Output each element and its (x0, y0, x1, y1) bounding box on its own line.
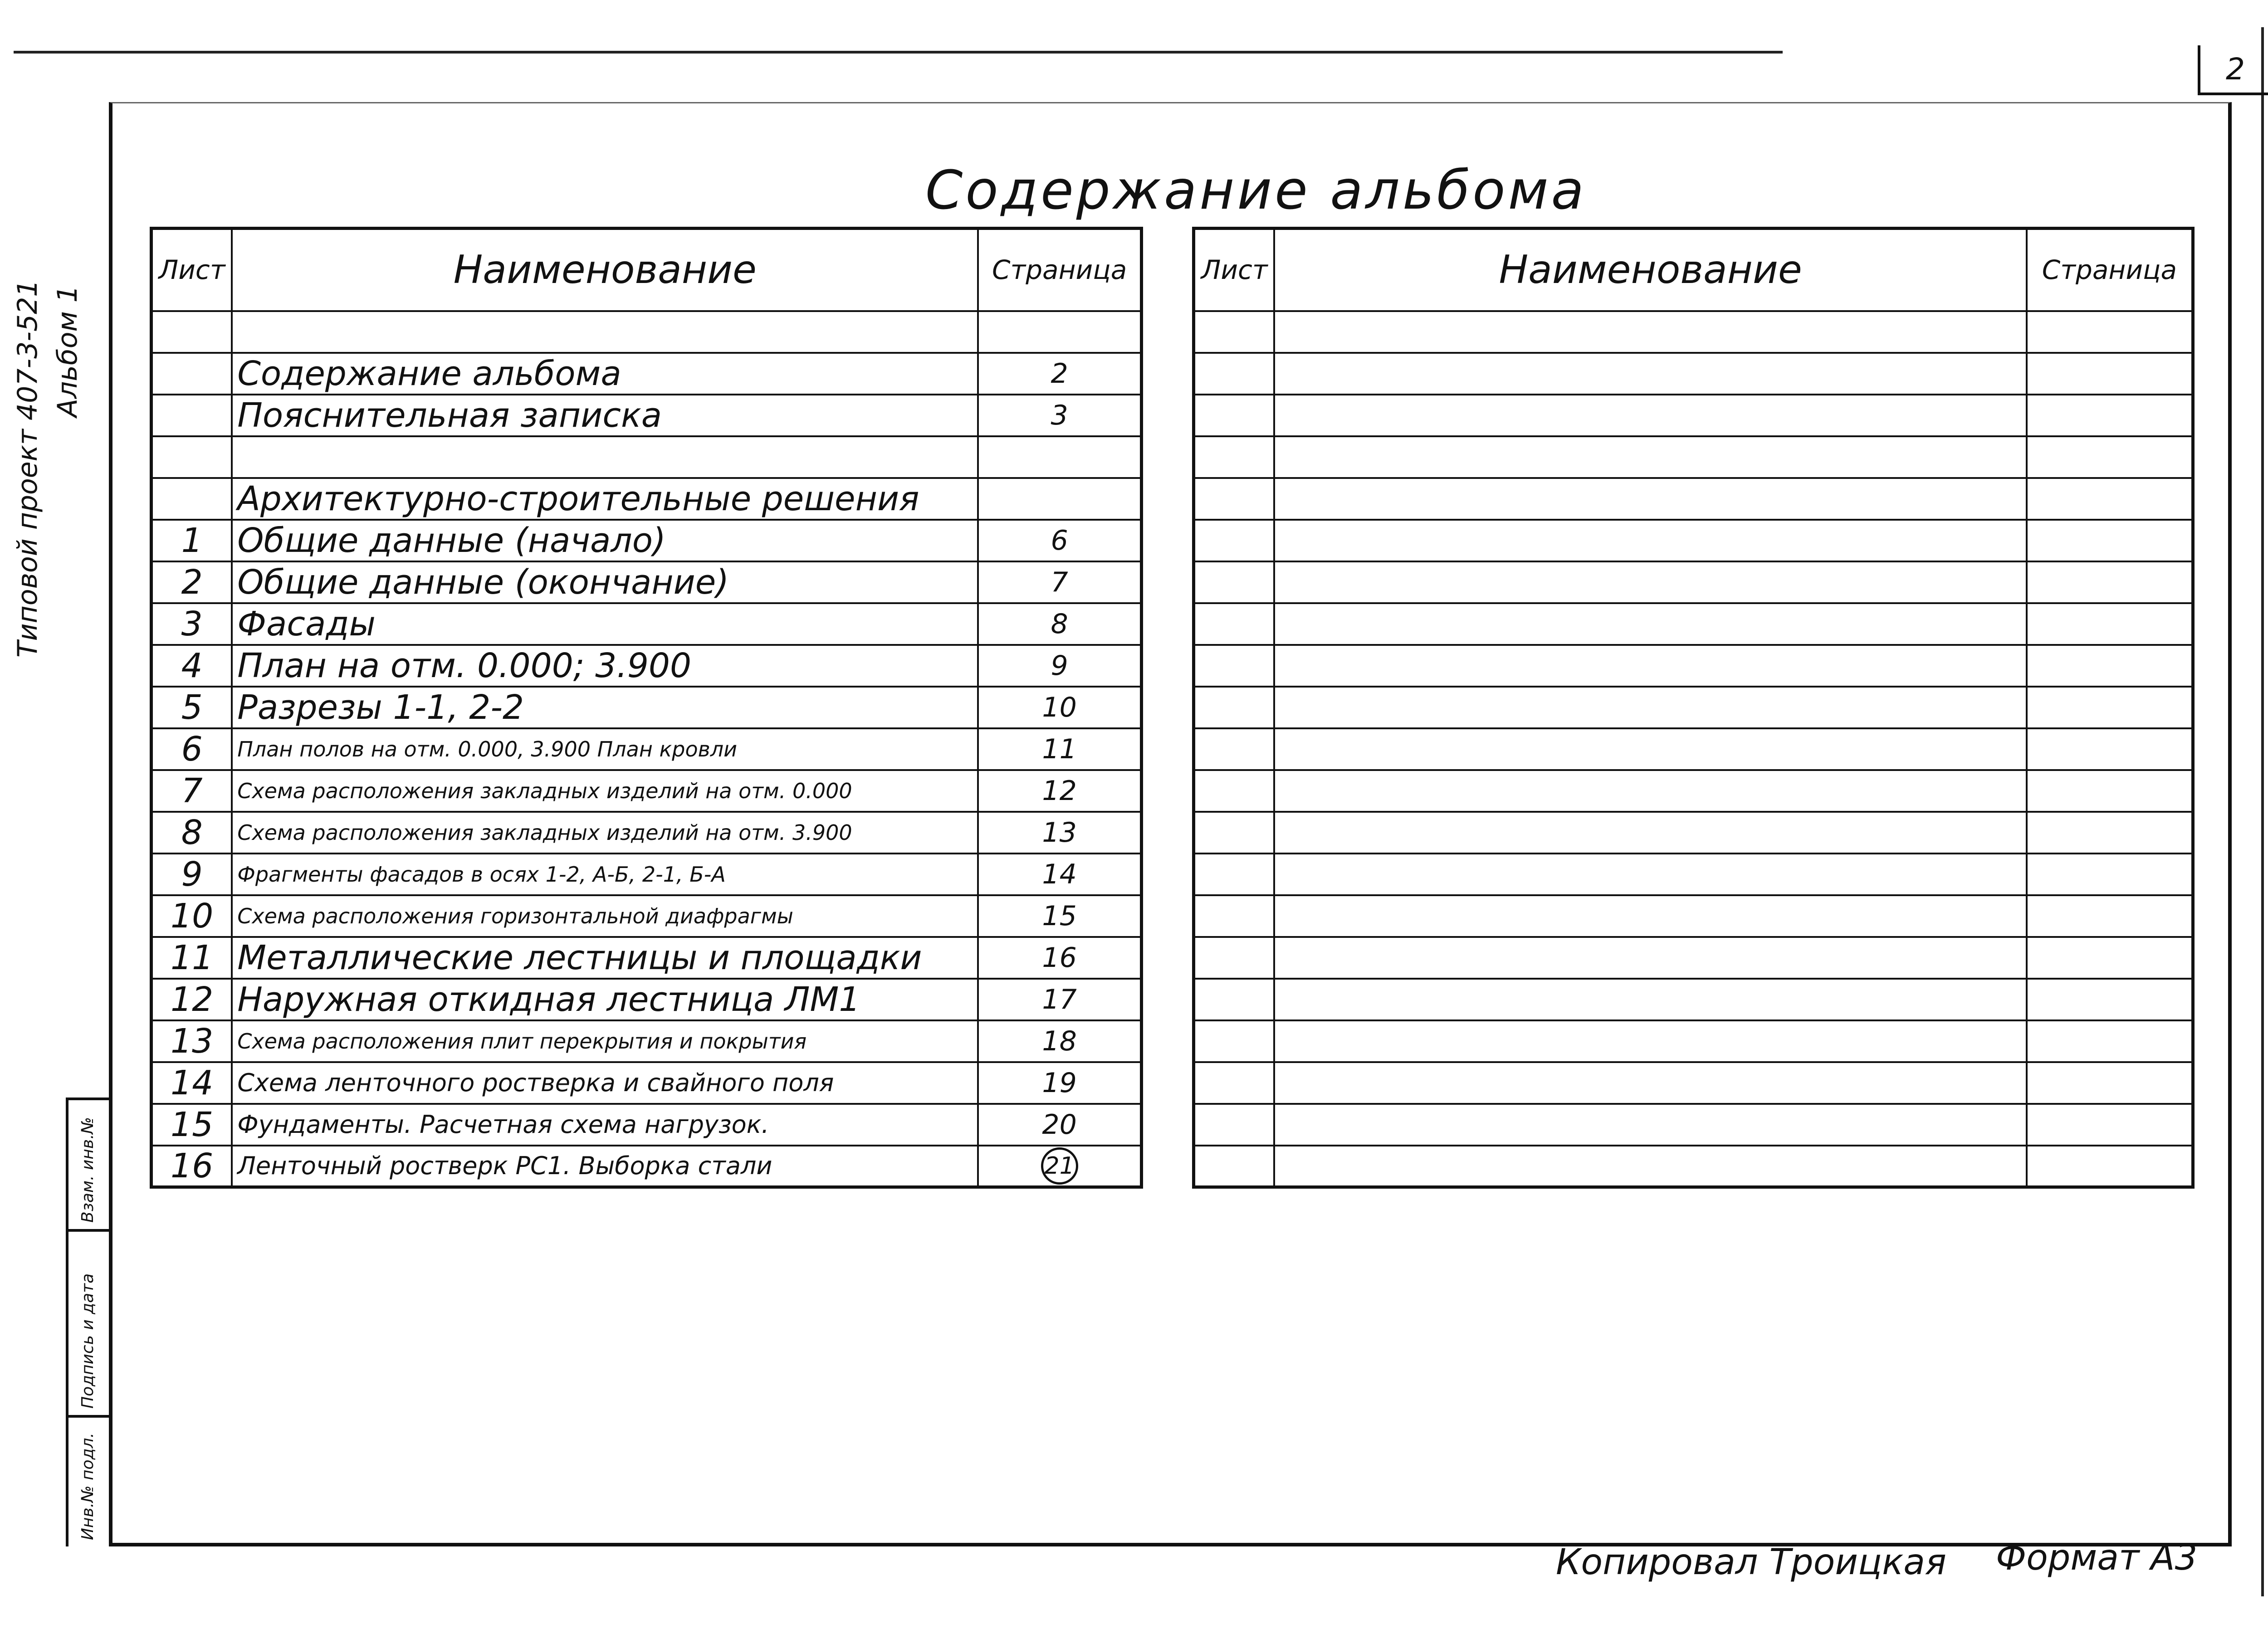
side-stamp-album: Альбом 1 (52, 285, 83, 417)
cell-page (2027, 1146, 2193, 1187)
cell-name: Схема расположения закладных изделий на отм. 0.000 (232, 770, 978, 812)
cell-page (2027, 854, 2193, 895)
cell-sheet (152, 478, 232, 520)
table-row (152, 561, 1142, 603)
cell-page: 19 (978, 1062, 1141, 1104)
table-row (1194, 895, 2193, 937)
approval-strip (66, 1097, 109, 1546)
table-row (152, 353, 1142, 395)
contents-table-left-body (152, 311, 1142, 1187)
table-row (152, 812, 1142, 854)
cell-page (2027, 520, 2193, 561)
cell-page (2027, 687, 2193, 728)
cell-sheet (1194, 728, 1275, 770)
cell-page: 15 (978, 895, 1141, 937)
cell-page: 7 (978, 561, 1141, 603)
table-row (1194, 561, 2193, 603)
contents-table-right-body (1194, 311, 2193, 1187)
table-row (152, 1062, 1142, 1104)
table-row (152, 979, 1142, 1020)
cell-name: Фрагменты фасадов в осях 1-2, А-Б, 2-1, Б-А (232, 854, 978, 895)
cell-sheet (1194, 1020, 1275, 1062)
cell-name: Схема ленточного ростверка и свайного поля (232, 1062, 978, 1104)
cell-sheet (152, 436, 232, 478)
format-label: Формат А3 (1996, 1537, 2198, 1578)
table-row (1194, 520, 2193, 561)
approval-cell-signature (68, 1232, 109, 1418)
cell-sheet (1194, 812, 1275, 854)
cell-name: План полов на отм. 0.000, 3.900 План кровли (232, 728, 978, 770)
table-row (1194, 436, 2193, 478)
cell-name: Фасады (232, 603, 978, 645)
cell-name (1274, 561, 2026, 603)
cell-name: Пояснительная записка (232, 395, 978, 436)
cell-name: Наружная откидная лестница ЛМ1 (232, 979, 978, 1020)
table-row (152, 645, 1142, 687)
table-row (1194, 770, 2193, 812)
cell-page: 9 (978, 645, 1141, 687)
table-row (152, 520, 1142, 561)
cell-page (2027, 478, 2193, 520)
cell-page (978, 311, 1141, 353)
table-row (152, 436, 1142, 478)
cell-name (232, 436, 978, 478)
header-page: Страница (2027, 229, 2193, 311)
cell-sheet (1194, 311, 1275, 353)
cell-name: Разрезы 1-1, 2-2 (232, 687, 978, 728)
cell-sheet: 2 (152, 561, 232, 603)
header-name: Наименование (1274, 229, 2026, 311)
table-row (1194, 645, 2193, 687)
table-row (152, 728, 1142, 770)
cell-name (1274, 353, 2026, 395)
cell-name (1274, 812, 2026, 854)
cell-name: Схема расположения плит перекрытия и покрытия (232, 1020, 978, 1062)
cell-page (2027, 1104, 2193, 1146)
table-row (152, 603, 1142, 645)
cell-page (2027, 812, 2193, 854)
cell-name (1274, 770, 2026, 812)
cell-page: 3 (978, 395, 1141, 436)
cell-name: Фундаменты. Расчетная схема нагрузок. (232, 1104, 978, 1146)
cell-name (1274, 645, 2026, 687)
cell-page (2027, 937, 2193, 979)
cell-sheet (152, 395, 232, 436)
cell-sheet (1194, 645, 1275, 687)
cell-page (978, 436, 1141, 478)
table-row (1194, 353, 2193, 395)
cell-page (2027, 979, 2193, 1020)
cell-page (2027, 311, 2193, 353)
cell-sheet: 10 (152, 895, 232, 937)
cell-name: Схема расположения горизонтальной диафрагмы (232, 895, 978, 937)
cell-page (2027, 728, 2193, 770)
table-row (1194, 854, 2193, 895)
cell-sheet: 12 (152, 979, 232, 1020)
cell-name (1274, 395, 2026, 436)
top-rule (14, 51, 1783, 54)
table-row (152, 937, 1142, 979)
cell-sheet: 8 (152, 812, 232, 854)
cell-name (1274, 1146, 2026, 1187)
cell-sheet (1194, 937, 1275, 979)
cell-sheet: 6 (152, 728, 232, 770)
header-sheet: Лист (1194, 229, 1275, 311)
cell-sheet: 9 (152, 854, 232, 895)
cell-name (1274, 895, 2026, 937)
cell-page: 10 (978, 687, 1141, 728)
approval-label-signature: Подпись и дата (78, 1273, 97, 1409)
cell-name (1274, 937, 2026, 979)
contents-table-right (1192, 227, 2195, 1189)
cell-name: Общие данные (окончание) (232, 561, 978, 603)
cell-page (2027, 436, 2193, 478)
document-title: Содержание альбома (925, 159, 1587, 221)
cell-name (1274, 478, 2026, 520)
cell-sheet (1194, 687, 1275, 728)
table-row (1194, 728, 2193, 770)
side-stamp (3, 254, 84, 658)
table-row (1194, 812, 2193, 854)
cell-page: 11 (978, 728, 1141, 770)
header-page: Страница (978, 229, 1141, 311)
cell-page: 18 (978, 1020, 1141, 1062)
cell-sheet (1194, 436, 1275, 478)
table-header-row (152, 229, 1142, 311)
table-row (152, 1020, 1142, 1062)
cell-page: 14 (978, 854, 1141, 895)
table-row (152, 854, 1142, 895)
cell-page (2027, 395, 2193, 436)
table-row (152, 311, 1142, 353)
cell-page (2027, 770, 2193, 812)
table-row (1194, 395, 2193, 436)
cell-sheet (1194, 854, 1275, 895)
cell-sheet (1194, 353, 1275, 395)
cell-sheet (152, 311, 232, 353)
cell-name: Металлические лестницы и площадки (232, 937, 978, 979)
cell-sheet (1194, 395, 1275, 436)
right-border (2261, 27, 2264, 1596)
cell-sheet (1194, 478, 1275, 520)
cell-name (1274, 854, 2026, 895)
cell-sheet (1194, 561, 1275, 603)
cell-sheet (1194, 895, 1275, 937)
cell-page: 6 (978, 520, 1141, 561)
approval-cell-inventory (68, 1418, 109, 1546)
cell-page (2027, 561, 2193, 603)
cell-page: 17 (978, 979, 1141, 1020)
cell-page (978, 1146, 1141, 1187)
table-row (1194, 937, 2193, 979)
cell-name (1274, 520, 2026, 561)
cell-name: План на отм. 0.000; 3.900 (232, 645, 978, 687)
cell-page: 13 (978, 812, 1141, 854)
cell-name (1274, 603, 2026, 645)
table-row (1194, 311, 2193, 353)
cell-sheet: 4 (152, 645, 232, 687)
table-row (1194, 1020, 2193, 1062)
cell-sheet (1194, 1146, 1275, 1187)
cell-name: Архитектурно-строительные решения (232, 478, 978, 520)
table-row (1194, 979, 2193, 1020)
cell-sheet (1194, 1062, 1275, 1104)
table-row (1194, 1062, 2193, 1104)
cell-page: 20 (978, 1104, 1141, 1146)
cell-name: Ленточный ростверк РС1. Выборка стали (232, 1146, 978, 1187)
cell-sheet: 15 (152, 1104, 232, 1146)
cell-name (1274, 979, 2026, 1020)
cell-sheet: 7 (152, 770, 232, 812)
cell-sheet: 3 (152, 603, 232, 645)
table-row (152, 395, 1142, 436)
circled-page-number: 21 (1041, 1147, 1078, 1185)
cell-page (2027, 603, 2193, 645)
cell-sheet: 13 (152, 1020, 232, 1062)
page-number: 2 (2198, 45, 2268, 95)
cell-sheet: 5 (152, 687, 232, 728)
cell-name (1274, 1062, 2026, 1104)
cell-name (1274, 728, 2026, 770)
cell-name (1274, 436, 2026, 478)
cell-page (2027, 645, 2193, 687)
cell-page: 8 (978, 603, 1141, 645)
cell-sheet (1194, 520, 1275, 561)
cell-page (2027, 1062, 2193, 1104)
header-sheet: Лист (152, 229, 232, 311)
table-row (1194, 687, 2193, 728)
cell-page (2027, 1020, 2193, 1062)
table-header-row (1194, 229, 2193, 311)
table-row (1194, 1146, 2193, 1187)
cell-sheet: 16 (152, 1146, 232, 1187)
approval-label-replace: Взам. инв.№ (78, 1117, 97, 1223)
cell-name (1274, 1020, 2026, 1062)
cell-page (2027, 353, 2193, 395)
cell-sheet (1194, 979, 1275, 1020)
cell-name: Схема расположения закладных изделий на отм. 3.900 (232, 812, 978, 854)
table-row (152, 1104, 1142, 1146)
cell-page (978, 478, 1141, 520)
cell-sheet: 11 (152, 937, 232, 979)
cell-sheet (1194, 603, 1275, 645)
table-row (152, 1146, 1142, 1187)
table-row (152, 770, 1142, 812)
table-row (152, 687, 1142, 728)
table-row (1194, 478, 2193, 520)
cell-page: 12 (978, 770, 1141, 812)
cell-sheet (152, 353, 232, 395)
approval-cell-replace (68, 1100, 109, 1232)
table-row (152, 478, 1142, 520)
side-stamp-project: Типовой проект 407-3-521 (12, 279, 44, 658)
cell-sheet (1194, 770, 1275, 812)
cell-name (1274, 687, 2026, 728)
contents-table-left (150, 227, 1143, 1189)
cell-sheet: 14 (152, 1062, 232, 1104)
cell-page: 16 (978, 937, 1141, 979)
approval-label-inventory: Инв.№ подл. (78, 1433, 97, 1540)
cell-page: 2 (978, 353, 1141, 395)
cell-name (232, 311, 978, 353)
table-row (1194, 603, 2193, 645)
cell-name: Содержание альбома (232, 353, 978, 395)
header-name: Наименование (232, 229, 978, 311)
copied-by: Копировал Троицкая (1556, 1542, 1946, 1583)
cell-name (1274, 311, 2026, 353)
cell-name: Общие данные (начало) (232, 520, 978, 561)
cell-name (1274, 1104, 2026, 1146)
table-row (152, 895, 1142, 937)
cell-page (2027, 895, 2193, 937)
table-row (1194, 1104, 2193, 1146)
cell-sheet (1194, 1104, 1275, 1146)
cell-sheet: 1 (152, 520, 232, 561)
